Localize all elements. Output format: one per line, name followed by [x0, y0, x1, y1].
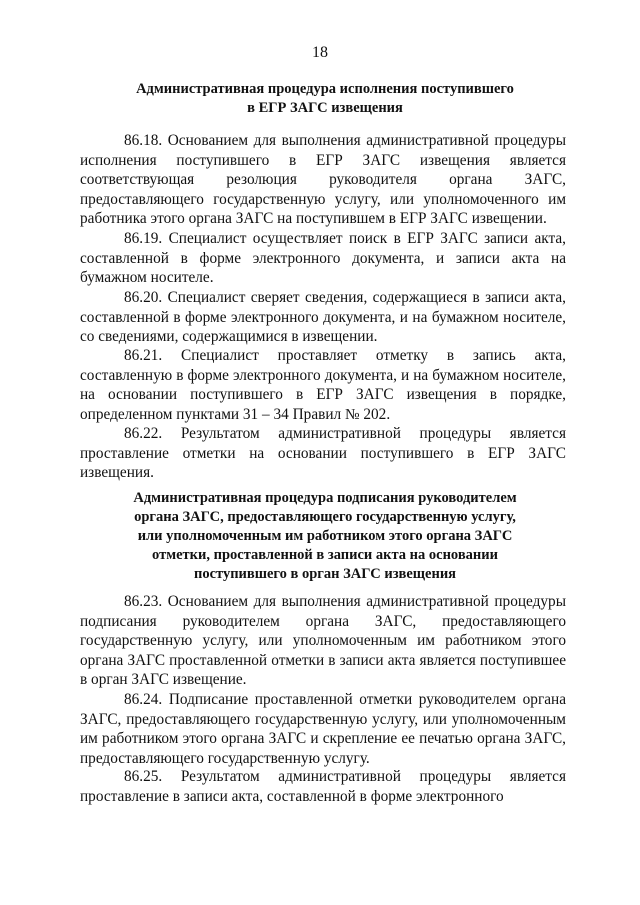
paragraph-86-19: 86.19. Специалист осуществляет поиск в ЕГР ЗАГС записи акта, составленной в форме электронного документа, и записи акта на бумажном носителе. — [80, 230, 566, 287]
section-1-heading — [80, 80, 570, 118]
section-1-heading-line: Административная процедура исполнения поступившего — [136, 81, 514, 97]
section-2-heading-line: поступившего в орган ЗАГС извещения — [193, 566, 457, 582]
section-1-heading-line: в ЕГР ЗАГС извещения — [247, 100, 403, 116]
section-2-heading — [80, 489, 570, 584]
paragraph-86-21: 86.21. Специалист проставляет отметку в запись акта, составленную в форме электронного документа, и на бумажном носителе, на основании поступившего в ЕГР ЗАГС извещения в порядке, определенном пунктами 31 – 34 Правил № 202. — [80, 347, 566, 423]
paragraph-86-24: 86.24. Подписание проставленной отметки руководителем органа ЗАГС, предоставляющего государственную услугу, или уполномоченным им работником этого органа ЗАГС и скрепление ее печатью органа ЗАГС, предоставляющего государственную услугу. — [80, 691, 566, 767]
section-2-heading-line: или уполномоченным им работником этого органа ЗАГС — [137, 528, 513, 544]
section-2-heading-line: отметки, проставленной в записи акта на основании — [152, 547, 498, 563]
section-2-heading-line: Административная процедура подписания руководителем — [133, 490, 517, 506]
paragraph-86-25: 86.25. Результатом административной процедуры является проставление в записи акта, составленной в форме электронного — [80, 768, 566, 805]
page-number: 18 — [312, 44, 328, 61]
paragraph-86-20: 86.20. Специалист сверяет сведения, содержащиеся в записи акта, составленной в форме электронного документа, и на бумажном носителе, со сведениями, содержащимися в извещении. — [80, 289, 566, 346]
section-2-heading-line: органа ЗАГС, предоставляющего государственную услугу, — [134, 509, 516, 525]
paragraph-86-23: 86.23. Основанием для выполнения административной процедуры подписания руководителем органа ЗАГС, предоставляющего государственную услугу, или уполномоченным им работником этого органа ЗАГС проставленной отметки в записи акта является поступившее в орган ЗАГС извещение. — [80, 593, 566, 689]
paragraph-86-18: 86.18. Основанием для выполнения административной процедуры исполнения поступившего в ЕГР ЗАГС извещения является соответствующая резолюция руководителя органа ЗАГС, предоставляющего государственную услугу, или уполномоченного им работника этого органа ЗАГС на поступившем в ЕГР ЗАГС извещении. — [80, 132, 566, 228]
paragraph-86-22: 86.22. Результатом административной процедуры является проставление отметки на основании поступившего в ЕГР ЗАГС извещения. — [80, 425, 566, 482]
